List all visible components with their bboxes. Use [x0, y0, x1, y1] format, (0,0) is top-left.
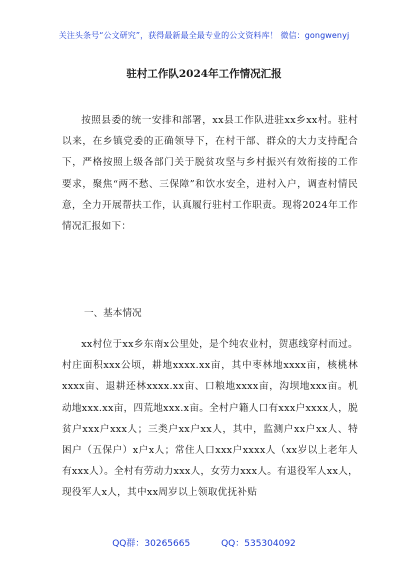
header-promo-note: 关注头条号“公文研究”，获得最新最全最专业的公文资料库！ 微信：gongwenyj: [58, 31, 350, 40]
footer-qq-contact: QQ：535304092: [221, 539, 296, 549]
section-heading-basic-info: 一、基本情况: [84, 308, 142, 319]
basic-info-paragraph: xx村位于xx乡东南x公里处，是个纯农业村，贺惠线穿村而过。村庄面积xxx公顷，耕地xxxx.xx亩，其中枣林地xxxx亩，核桃林xxxx亩、退耕还林xxxx.xx亩、口粮地xxxx亩，沟坝地xxx亩。机动地xxx.xx亩，四荒地xxx.x亩。全村户籍人口有xxx户xxxx人，脱贫户xxx户xxx人；三类户xx户xx人，其中，监测户xx户xx人、特困户（五保户）x户x人；常住人口xxx户xxxx人（xx岁以上老年人有xxx人）。全村有劳动力xxx人，女劳力xxx人。有退役军人xx人，现役军人x人，其中xx周岁以上领取优抚补贴: [62, 339, 358, 499]
footer-contact: [0, 536, 408, 549]
footer-qq-group: QQ群：30265665: [112, 539, 191, 549]
document-title: 驻村工作队2024年工作情况汇报: [126, 68, 282, 80]
intro-paragraph: 按照县委的统一安排和部署，xx县工作队进驻xx乡xx村。驻村以来，在乡镇党委的正确领导下，在村干部、群众的大力支持配合下，严格按照上级各部门关于脱贫攻坚与乡村振兴有效衔接的工作要求，聚焦“两不愁、三保障”和饮水安全，进村入户，调查村情民意，全力开展帮扶工作，认真履行驻村工作职责。现将2024年工作情况汇报如下：: [62, 115, 358, 233]
